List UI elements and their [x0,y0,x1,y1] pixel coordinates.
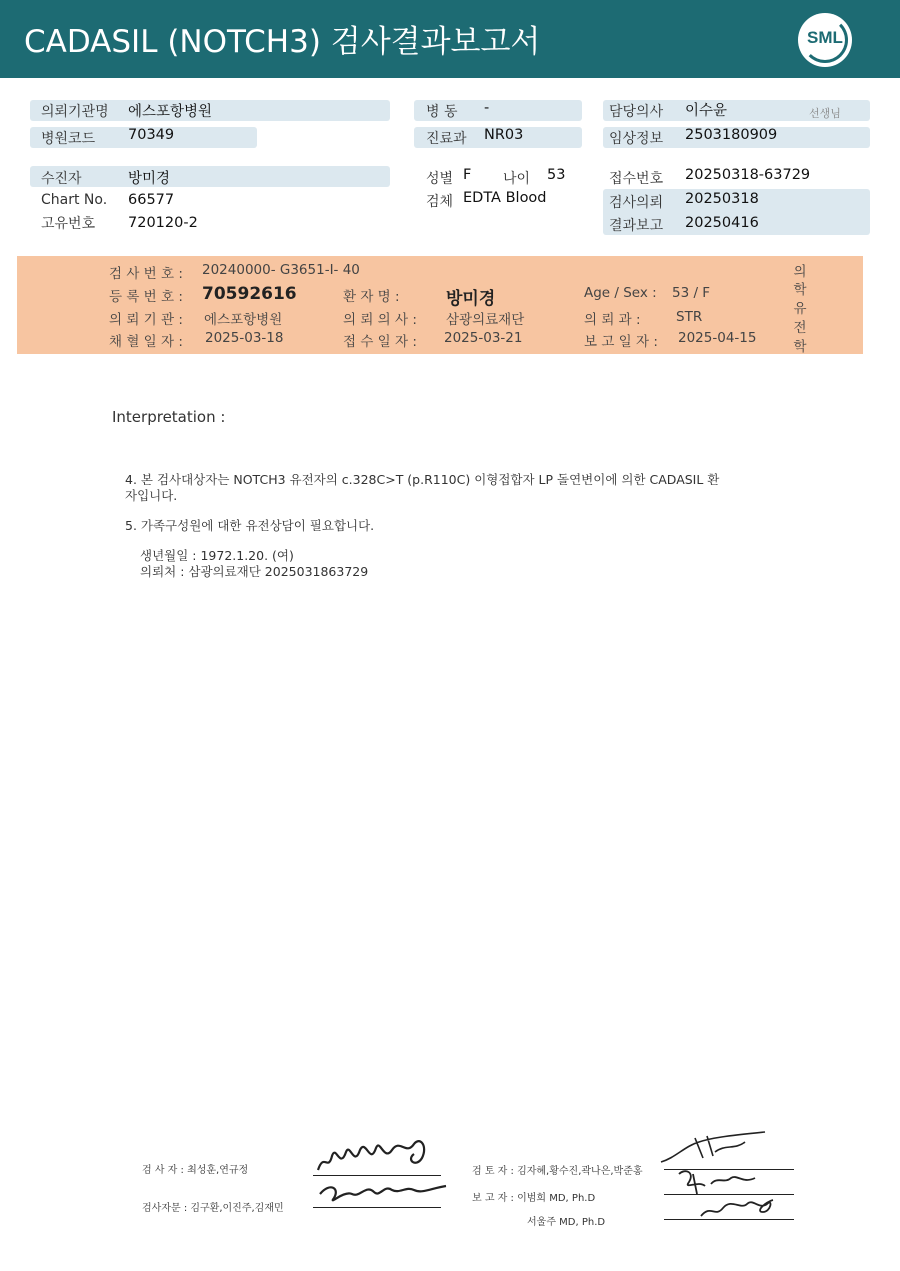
req-doc-label: 의 뢰 의 사 : [343,312,417,328]
request-value: 20250318 [685,191,759,207]
specimen-label: 검체 [426,194,454,210]
report-date-value: 2025-04-15 [678,330,757,346]
institution-value: 에스포항병원 [128,104,213,120]
patient-name-value: 방미경 [446,289,496,309]
doctor-value: 이수윤 [685,103,728,119]
date-of-birth: 생년월일 : 1972.1.20. (여) [140,548,294,563]
dept-vertical-char: 학 [793,339,807,355]
report-value: 20250416 [685,215,759,231]
inst-label: 의 뢰 기 관 : [109,312,183,328]
unique-id-value: 720120-2 [128,215,198,231]
sml-logo [798,13,852,67]
request-label: 검사의뢰 [609,195,664,211]
unique-id-label: 고유번호 [41,216,96,232]
chart-no-label: Chart No. [41,192,108,208]
report-title: CADASIL (NOTCH3) 검사결과보고서 [24,24,541,60]
advisor-names: 검사자문 : 김구환,이진주,김재민 [142,1203,284,1214]
sex-value: F [463,167,472,183]
doctor-suffix: 선생님 [809,107,841,120]
dept-vertical-char: 의 [793,264,807,280]
specimen-value: EDTA Blood [463,190,547,206]
report-date-label: 보 고 일 자 : [584,334,658,350]
patient-name-label: 환 자 명 : [343,289,400,305]
test-no-label: 검 사 번 호 : [109,266,183,282]
hospital-code-label: 병원코드 [41,131,96,147]
dept-vertical-char: 전 [793,320,807,336]
sex-label: 성별 [426,171,454,187]
ward-value: - [484,100,490,116]
patient-label: 수진자 [41,171,82,187]
doctor-label: 담당의사 [609,104,664,120]
recv-date-value: 2025-03-21 [444,330,523,346]
dept-vertical-char: 학 [793,282,807,298]
report-header [0,0,900,78]
report-label: 결과보고 [609,218,664,234]
reporter-names-2: 서울주 MD, Ph.D [527,1217,606,1228]
age-value: 53 [547,167,566,183]
interpretation-item-4-cont: 자입니다. [125,488,178,503]
draw-date-label: 채 혈 일 자 : [109,334,183,350]
age-sex-label: Age / Sex : [584,285,657,301]
interpretation-item-4: 4. 본 검사대상자는 NOTCH3 유전자의 c.328C>T (p.R110C) 이형접합자 LP 돌연변이에 의한 CADASIL 환 [125,472,720,487]
receipt-label: 접수번호 [609,171,664,187]
clinical-value: 2503180909 [685,127,778,143]
signature-scribble-icon [310,1132,450,1222]
reg-no-value: 70592616 [202,284,297,304]
interpretation-heading: Interpretation : [112,408,226,426]
logo-text: SML [807,28,843,47]
reporter-names: 보 고 자 : 이범희 MD, Ph.D [472,1193,596,1204]
ward-label: 병 동 [426,104,458,120]
clinical-label: 임상정보 [609,131,664,147]
req-doc-value: 삼광의료재단 [446,312,525,328]
dept-value: NR03 [484,127,524,143]
chart-no-value: 66577 [128,192,175,208]
referrer: 의뢰처 : 삼광의료재단 2025031863729 [140,564,369,579]
age-label: 나이 [503,171,531,187]
tester-names: 검 사 자 : 최성훈,연규정 [142,1165,249,1176]
reviewer-names: 검 토 자 : 김자혜,황수진,곽나은,박준홍 [472,1166,643,1177]
interpretation-item-5: 5. 가족구성원에 대한 유전상담이 필요합니다. [125,518,375,533]
recv-date-label: 접 수 일 자 : [343,334,417,350]
test-no-value: 20240000- G3651-I- 40 [202,262,360,278]
institution-label: 의뢰기관명 [41,104,109,120]
hospital-code-value: 70349 [128,127,175,143]
inst-value: 에스포항병원 [204,312,283,328]
draw-date-value: 2025-03-18 [205,330,284,346]
req-dept-value: STR [676,309,703,325]
reg-no-label: 등 록 번 호 : [109,289,183,305]
signature-scribble-icon [655,1128,805,1228]
receipt-value: 20250318-63729 [685,167,811,183]
req-dept-label: 의 뢰 과 : [584,312,641,328]
age-sex-value: 53 / F [672,285,711,301]
patient-value: 방미경 [128,171,171,187]
patient-row [30,166,390,187]
dept-vertical-char: 유 [793,301,807,317]
dept-label: 진료과 [426,131,467,147]
